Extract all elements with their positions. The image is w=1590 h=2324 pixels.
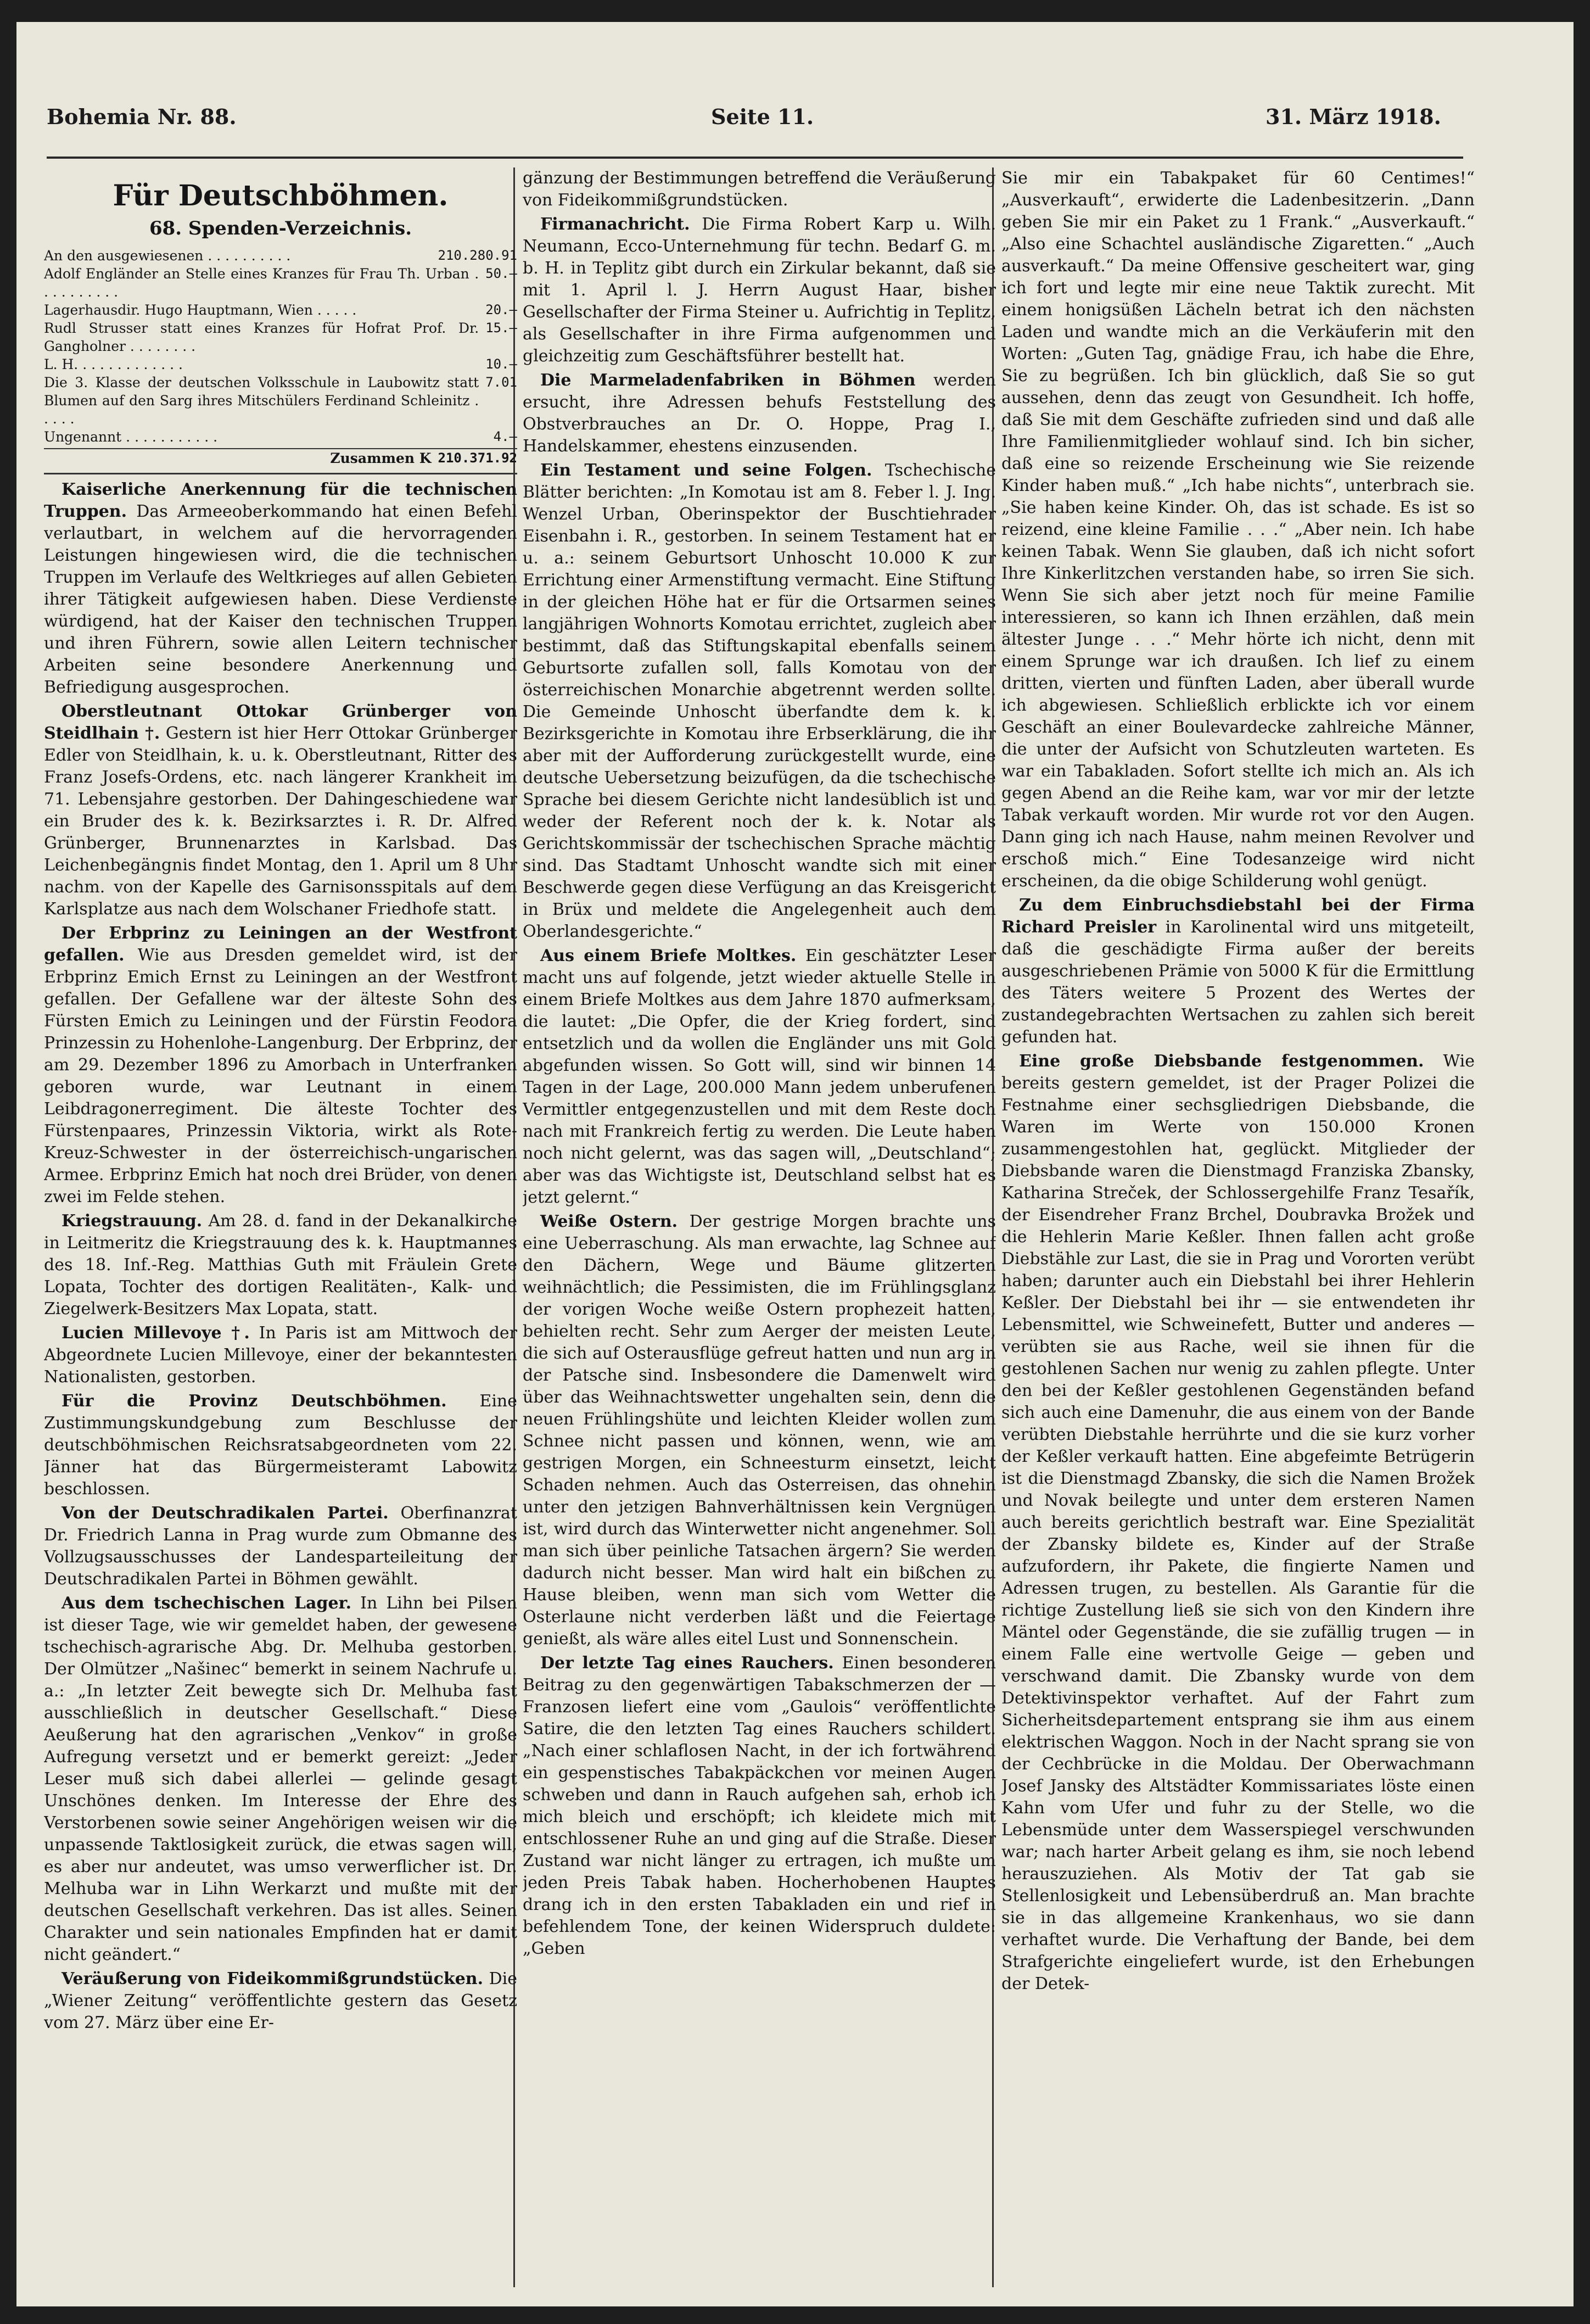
donation-row: Adolf Engländer an Stelle eines Kranzes für Frau Th. Urban . . . . . . . . . . 50.— bbox=[44, 266, 517, 300]
article: Aus dem tschechischen Lager. In Lihn bei Pilsen ist dieser Tage, wie wir gemeldet haben, der gewesene tschechisch-agrarische Abg. Dr. Melhuba gestorben. Der Olmützer „Našinec“ bemerkt in seinem Nachrufe u. a.: „In letzter Zeit bewegte sich Dr. Melhuba fast ausschließlich in deutscher Gesellschaft.“ Diese Aeußerung hat den agrarischen „Venkov“ in große Aufregung versetzt und er bemerkt gereizt: „Jeder Leser muß sich dabei allerlei — gelinde gesagt Unschönes denken. Im Interesse der Ehre des Verstorbenen sowie seiner Angehörigen weisen wir die unpassende Taktlosigkeit zurück, die etwas sagen will, es aber nur andeutet, was umso verwerflicher ist. Dr. Melhuba war in Lihn Werkarzt und mußte mit der deutschen Gesellschaft verkehren. Das ist alles. Seinen Charakter und sein nationales Empfinden hat er damit nicht geändert.“ bbox=[44, 1594, 517, 1964]
divider bbox=[44, 473, 517, 474]
header-rule bbox=[47, 157, 1463, 159]
article: Kriegstrauung. Am 28. d. fand in der Dekanalkirche in Leitmeritz die Kriegstrauung des k. k. Hauptmannes des 18. Inf.-Reg. Matthias Guth mit Fräulein Grete Lopata, Tochter des dortigen Realitäten-, Kalk- und Ziegelwerk-Besitzers Max Lopata, statt. bbox=[44, 1211, 517, 1319]
donation-row: An den ausgewiesenen . . . . . . . . . . 210.280.91 bbox=[44, 248, 517, 264]
donation-row: L. H. . . . . . . . . . . . . 10.— bbox=[44, 356, 517, 372]
article: Eine große Diebsbande festgenommen. Wie bereits gestern gemeldet, ist der Prager Polizei die Festnahme einer sechsgliedrigen Diebsbande, die Waren im Werte von 150.000 Kronen zusammengestohlen hat, geglückt. Mitglieder der Diebsbande waren die Dienstmagd Franziska Zbansky, Katharina Streček, der Schlossergehilfe Franz Tesařík, der Eisendreher Franz Brchel, Doubravka Brožek und die Hehlerin Marie Keßler. Ihnen fallen acht große Diebstähle zur Last, die sie in Prag und Vororten verübt haben; darunter auch ein Diebstahl bei ihrer Hehlerin Keßler. Der Diebstahl bei ihr — sie entwendeten ihr Lebensmittel, wie Schweinefett, Butter und anderes — verübten sie aus Rache, weil sie ihnen für die gestohlenen Sachen nur wenig zu zahlen pflegte. Unter den bei der Keßler gestohlenen Gegenständen befand sich auch eine Damenuhr, die aus einem von der Bande verübten Diebstahle herrührte und die sie kurz vorher der Keßler verkauft hatten. Eine abgefeimte Betrügerin ist die Dienstmagd Zbansky, die sich die Namen Brožek und Novak beilegte und unter dem ersteren Namen auch bereits gerichtlich bestraft war. Eine Spezialität der Zbansky bildete es, Kinder auf der Straße aufzufordern, ihr Pakete, die fingierte Namen und Adressen trugen, zu bestellen. Als Garantie für die richtige Zustellung ließ sie sich von den Kindern ihre Mäntel oder Gegenstände, die sie zufällig trugen — in einem Falle eine wertvolle Geige — geben und verschwand damit. Die Zbansky wurde von dem Detektivinspektor verhaftet. Auf der Fahrt zum Sicherheitsdepartement entsprang sie ihm aus einem elektrischen Waggon. Noch in der Nacht sprang sie von der Cechbrücke in die Moldau. Der Oberwachmann Josef Jansky des Altstädter Kommissariates löste einen Kahn vom Ufer und fuhr zu der Stelle, wo die Lebensmüde unter dem Wasserspiegel verschwunden war; nach harter Arbeit gelang es ihm, sie noch lebend herauszuziehen. Als Motiv der Tat gab sie Stellenlosigkeit und Lebensüberdruß an. Man brachte sie in das allgemeine Krankenhaus, wo sie dann verhaftet wurde. Die Verhaftung der Bande, bei dem Strafgerichte eingeliefert wurde, ist den Erhebungen der Detek- bbox=[1001, 1052, 1475, 1993]
article: Aus einem Briefe Moltkes. Ein geschätzter Leser macht uns auf folgende, jetzt wieder aktuelle Stelle in einem Briefe Moltkes aus dem Jahre 1870 aufmerksam, die lautet: „Die Opfer, die der Krieg fordert, sind entsetzlich und da wollen die Engländer uns mit Gold abgefunden wissen. So Gott will, sind wir binnen 14 Tagen in der Lage, 200.000 Mann jedem unberufenen Vermittler entgegenzustellen und mit dem Reste doch nach mit Frankreich fertig zu werden. Die Leute haben noch nicht gelernt, was das sagen will, „Deutschland“; aber was das Wichtigste ist, Deutschland selbst hat es jetzt gelernt.“ bbox=[523, 946, 996, 1207]
donation-total: Zusammen K 210.371.92 bbox=[44, 448, 517, 467]
article: Die Marmeladenfabriken in Böhmen werden ersucht, ihre Adressen behufs Feststellung des Obstverbrauches an Dr. O. Hoppe, Prag I., Handelskammer, ehestens einzusenden. bbox=[523, 371, 996, 456]
article: Zu dem Einbruchsdiebstahl bei der Firma Richard Preisler in Karolinental wird uns mitgeteilt, daß die geschädigte Firma außer der bereits ausgeschriebenen Prämie von 5000 K für die Ermittlung des Täters weitere 5 Prozent des Wertes der zustandegebrachten Wertsachen zu zahlen sich bereit gefunden hat. bbox=[1001, 896, 1475, 1047]
article: Der letzte Tag eines Rauchers. Einen besonderen Beitrag zu den gegenwärtigen Tabakschmerzen der — Franzosen liefert eine vom „Gaulois“ veröffentlichte Satire, die den letzten Tag eines Rauchers schildert. „Nach einer schlaflosen Nacht, in der ich fortwährend ein gespenstisches Tabakpäckchen vor meinen Augen schweben und dann in Rauch aufgehen sah, erhob ich mich bleich und erschöpft; ich kleidete mich mit entschlossener Ruhe an und ging auf die Straße. Dieser Zustand war nicht länger zu ertragen, ich mußte um jeden Preis Tabak haben. Hocherhobenen Hauptes drang ich in den ersten Tabakladen ein und rief in befehlendem Tone, der keinen Widerspruch duldete: „Geben bbox=[523, 1653, 996, 1958]
article: Veräußerung von Fideikommißgrundstücken. Die „Wiener Zeitung“ veröffentlichte gestern das Gesetz vom 27. März über eine Er- bbox=[44, 1969, 517, 2032]
article: Lucien Millevoye †. In Paris ist am Mittwoch der Abgeordnete Lucien Millevoye, einer der bekanntesten Nationalisten, gestorben. bbox=[44, 1323, 517, 1387]
article: Kaiserliche Anerkennung für die technischen Truppen. Das Armeeoberkommando hat einen Befehl verlautbart, in welchem auf die hervorragenden Leistungen hingewiesen wird, die die technischen Truppen im Verlaufe des Weltkrieges auf allen Gebieten ihrer Tätigkeit aufgewiesen haben. Diese Verdienste würdigend, hat der Kaiser den technischen Truppen und ihren Führern, sowie allen Leitern technischer Arbeiten seine besondere Anerkennung und Befriedigung ausgesprochen. bbox=[44, 480, 517, 697]
page-header bbox=[47, 104, 1474, 154]
article-continuation: gänzung der Bestimmungen betreffend die Veräußerung von Fideikommißgrundstücken. bbox=[523, 169, 996, 210]
donation-list bbox=[44, 247, 517, 467]
article: Für die Provinz Deutschböhmen. Eine Zustimmungskundgebung zum Beschlusse der deutschböhmischen Reichsratsabgeordneten vom 22. Jänner hat das Bürgermeisteramt Labowitz beschlossen. bbox=[44, 1392, 517, 1499]
newspaper-page bbox=[16, 22, 1574, 2306]
article: Der Erbprinz zu Leiningen an der Westfront gefallen. Wie aus Dresden gemeldet wird, ist der Erbprinz Emich Ernst zu Leiningen an der Westfront gefallen. Der Gefallene war der älteste Sohn des Fürsten Emich zu Leiningen und der Fürstin Feodora Prinzessin zu Hohenlohe-Langenburg. Der Erbprinz, der am 29. Dezember 1896 zu Amorbach in Unterfranken geboren wurde, war Leutnant in einem Leibdragonerregiment. Die älteste Tochter des Fürstenpaares, Prinzessin Viktoria, wirkt als Rote-Kreuz-Schwester in der österreichisch-ungarischen Armee. Erbprinz Emich hat noch drei Brüder, von denen zwei im Felde stehen. bbox=[44, 924, 517, 1206]
section-subheading: 68. Spenden-Verzeichnis. bbox=[149, 217, 412, 239]
article: Von der Deutschradikalen Partei. Oberfinanzrat Dr. Friedrich Lanna in Prag wurde zum Obmanne des Vollzugsausschusses der Landesparteileitung der Deutschradikalen Partei in Böhmen gewählt. bbox=[44, 1504, 517, 1589]
donation-row: Ungenannt . . . . . . . . . . . 4.— bbox=[44, 429, 517, 445]
column-3 bbox=[1001, 167, 1475, 2287]
article: Ein Testament und seine Folgen. Tschechische Blätter berichten: „In Komotau ist am 8. Feber l. J. Ing. Wenzel Urban, Oberinspektor der Buschtiehrader Eisenbahn i. R., gestorben. In seinem Testament hat er u. a.: seinem Geburtsort Unhoscht 10.000 K zur Errichtung einer Armenstiftung vermacht. Eine Stiftung in der gleichen Höhe hat er für die Ortsarmen seines langjährigen Wohnorts Komotau errichtet, zugleich aber bestimmt, daß das Stiftungskapital ebenfalls seinem Geburtsorte zufallen soll, falls Komotau von der österreichischen Monarchie abgetrennt werden sollte. Die Gemeinde Unhoscht überfandte dem k. k. Bezirksgerichte in Komotau ihre Erbserklärung, die ihr aber mit der Aufforderung zurückgestellt wurde, eine deutsche Uebersetzung beizufügen, da die tschechische Sprache bei diesem Gerichte nicht landesüblich ist und weder der Referent noch der k. k. Notar als Gerichtskommissär der tschechischen Sprache mächtig sind. Das Stadtamt Unhoscht wandte sich mit einer Beschwerde gegen diese Verfügung an das Kreisgericht in Brüx und meldete die Angelegenheit auch dem Oberlandesgerichte.“ bbox=[523, 461, 996, 941]
date-label: 31. März 1918. bbox=[1266, 104, 1441, 129]
page-number: Seite 11. bbox=[711, 104, 814, 129]
column-2 bbox=[523, 167, 996, 2287]
section-heading: Für Deutschböhmen. bbox=[113, 179, 449, 213]
article: Firmanachricht. Die Firma Robert Karp u. Wilh. Neumann, Ecco-Unternehmung für techn. Bedarf G. m. b. H. in Teplitz gibt durch ein Zirkular bekannt, daß sie mit 1. April l. J. Herrn August Haar, bisher Gesellschafter der Firma Steiner u. Aufrichtig in Teplitz, als Gesellschafter in ihre Firma aufgenommen und gleichzeitig zum Geschäftsführer bestellt hat. bbox=[523, 215, 996, 366]
article-continuation: Sie mir ein Tabakpaket für 60 Centimes!“ „Ausverkauft“, erwiderte die Ladenbesitzerin. „Dann geben Sie mir ein Paket zu 1 Frank.“ „Ausverkauft.“ „Also eine Schachtel ausländische Zigaretten.“ „Auch ausverkauft.“ Da meine Offensive gescheitert war, ging ich fort und legte mir eine neue Taktik zurecht. Mit einem honigsüßen Lächeln betrat ich den nächsten Laden und wandte mich an die Verkäuferin mit den Worten: „Guten Tag, gnädige Frau, ich habe die Ehre, Sie zu begrüßen. Ich bin glücklich, daß Sie so gut aussehen, denn das zeugt von Gesundheit. Ich hoffe, daß Sie mit dem Geschäfte zufrieden sind und daß alle Ihre Familienmitglieder wohlauf sind. Ich bin sicher, daß eine so reizende Erscheinung wie Sie reizende Kinder haben muß.“ „Ich habe nichts“, unterbrach sie. „Sie haben keine Kinder. Oh, das ist schade. Es ist so reizend, eine kleine Familie . . .“ „Aber nein. Ich habe keinen Tabak. Wenn Sie glauben, daß ich nicht sofort Ihre Kinkerlitzchen verstanden habe, so irren Sie sich. Wenn Sie sich aber jetzt noch für meine Familie interessieren, so kann ich Ihnen erzählen, daß mein ältester Junge . . .“ Mehr hörte ich nicht, denn mit einem Sprunge war ich draußen. Ich lief zu einem dritten, vierten und fünften Laden, aber überall wurde ich abgewiesen. Schließlich erblickte ich vor einem Geschäft an einer Boulevardecke zahlreiche Männer, die unter der Aufsicht von Schutzleuten warteten. Es war ein Tabakladen. Sofort stellte ich mich an. Als ich gegen Abend an die Reihe kam, war vor mir der letzte Tabak verkauft worden. Mir wurde rot vor den Augen. Dann ging ich nach Hause, nahm meinen Revolver und erschoß mich.“ Eine Todesanzeige wird nicht erscheinen, da die obige Schilderung wohl genügt. bbox=[1001, 169, 1475, 891]
donation-row: Rudl Strusser statt eines Kranzes für Hofrat Prof. Dr. Gangholner . . . . . . . . 15.— bbox=[44, 320, 517, 354]
issue-label: Bohemia Nr. 88. bbox=[47, 104, 237, 129]
donation-row: Lagerhausdir. Hugo Hauptmann, Wien . . . . . 20.— bbox=[44, 302, 517, 318]
column-1 bbox=[44, 167, 517, 2287]
donation-row: Die 3. Klasse der deutschen Volksschule in Laubowitz statt Blumen auf den Sarg ihres Mitschülers Ferdinand Schleinitz . . . . . 7.01 bbox=[44, 375, 517, 427]
article: Oberstleutnant Ottokar Grünberger von Steidlhain †. Gestern ist hier Herr Ottokar Grünberger Edler von Steidlhain, k. u. k. Oberstleutnant, Ritter des Franz Josefs-Ordens, etc. nach längerer Krankheit im 71. Lebensjahre gestorben. Der Dahingeschiedene war ein Bruder des k. k. Bezirksarztes i. R. Dr. Alfred Grünberger, Brunnenarztes in Karlsbad. Das Leichenbegängnis findet Montag, den 1. April um 8 Uhr nachm. von der Kapelle des Garnisonsspitals auf dem Karlsplatze aus nach dem Wolschaner Friedhofe statt. bbox=[44, 702, 517, 919]
article: Weiße Ostern. Der gestrige Morgen brachte uns eine Ueberraschung. Als man erwachte, lag Schnee auf den Dächern, Wege und Bäume glitzerten weihnächtlich; die Pessimisten, die im Frühlingsglanz der vorigen Woche weiße Ostern prophezeit hatten, behielten recht. Sehr zum Aerger der meisten Leute, die sich auf Osterausflüge gefreut hatten und nun arg in der Patsche sind. Insbesondere die Damenwelt wird über das Weihnachtswetter ungehalten sein, denn die neuen Frühlingshüte und leichten Kleider wollen zum Schnee nicht passen und können, wenn, wie am gestrigen Morgen, ein Schneesturm einsetzt, leicht Schaden nehmen. Auch das Osterreisen, das ohnehin unter den jetzigen Bahnverhältnissen kein Vergnügen ist, wird durch das Winterwetter nicht angenehmer. Soll man sich über peinliche Tatsachen ärgern? Sie werden dadurch nicht besser. Man wird halt ein bißchen zu Hause bleiben, wenn man sich vom Wetter die Osterlaune nicht verderben läßt und die Feiertage genießt, als wäre alles eitel Lust und Sonnenschein. bbox=[523, 1212, 996, 1649]
